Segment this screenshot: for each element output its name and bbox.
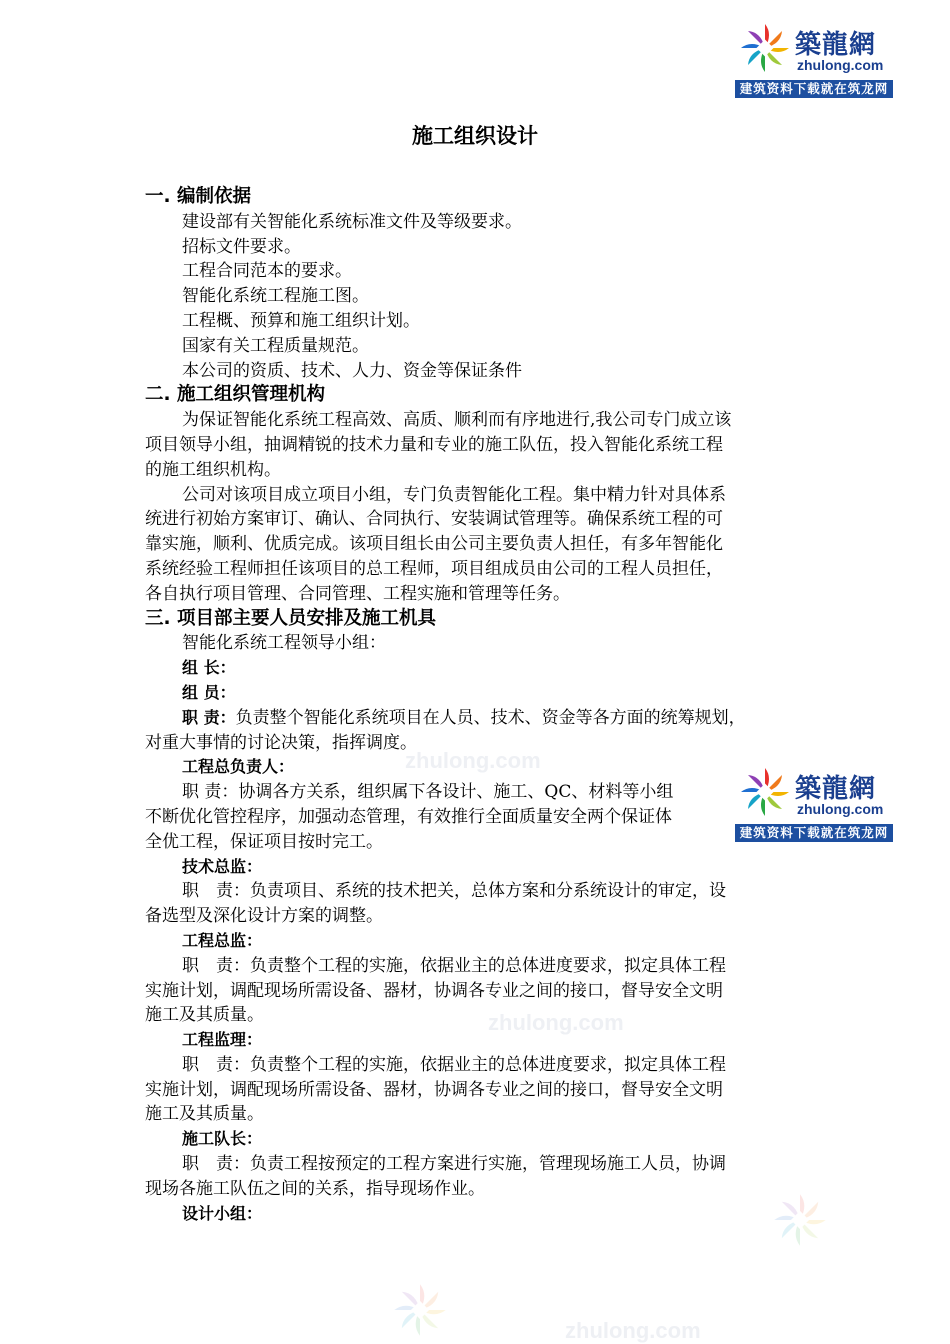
body-line: 职 责：协调各方关系，组织属下各设计、施工、QC、材料等小组: [182, 782, 674, 803]
zhulong-logo-2: [735, 762, 893, 842]
section-heading: 三. 项目部主要人员安排及施工机具: [145, 607, 436, 629]
body-line: 实施计划，调配现场所需设备、器材，协调各专业之间的接口，督导安全文明: [145, 980, 723, 1001]
role-heading: 组 员：: [182, 682, 236, 702]
body-line: [145, 706, 825, 731]
body-line: 职 责：负责整个工程的实施，依据业主的总体进度要求，拟定具体工程: [182, 955, 726, 976]
body-line: 本公司的资质、技术、人力、资金等保证条件: [182, 360, 522, 381]
logo-name: 築龍網: [795, 30, 877, 60]
role-heading: 工程总负责人：: [182, 757, 295, 777]
section-heading: 一. 编制依据: [145, 186, 251, 207]
body-line: 招标文件要求。: [182, 236, 301, 257]
body-line: 职 责：负责整个工程的实施，依据业主的总体进度要求，拟定具体工程: [182, 1054, 726, 1075]
role-heading: 组 长：: [182, 658, 236, 678]
section-heading: 二. 施工组织管理机构: [145, 384, 325, 406]
watermark-text: zhulong.com: [488, 1010, 624, 1035]
zhulong-flower-icon: [737, 764, 793, 820]
body-line: 职 责：负责工程按预定的工程方案进行实施，管理现场施工人员，协调: [182, 1154, 726, 1175]
body-line: 各自执行项目管理、合同管理、工程实施和管理等任务。: [145, 583, 570, 604]
document-title: 施工组织设计: [412, 124, 538, 148]
body-line: 为保证智能化系统工程高效、高质、顺利而有序地进行,我公司专门成立该: [182, 410, 732, 431]
body-line: 工程概、预算和施工组织计划。: [182, 310, 420, 331]
body-line: 国家有关工程质量规范。: [182, 335, 369, 356]
body-line: 现场各施工队伍之间的关系，指导现场作业。: [145, 1178, 485, 1199]
zhulong-logo: [735, 18, 893, 98]
logo-domain: zhulong.com: [797, 801, 884, 817]
body-line: 施工及其质量。: [145, 1104, 264, 1125]
inline-text: 负责整个智能化系统项目在人员、技术、资金等各方面的统筹规划，: [235, 707, 746, 728]
logo-tagline: 建筑资料下载就在筑龙网: [735, 80, 893, 98]
body-line: 实施计划，调配现场所需设备、器材，协调各专业之间的接口，督导安全文明: [145, 1079, 723, 1100]
body-line: 建设部有关智能化系统标准文件及等级要求。: [182, 211, 522, 232]
logo-name: 築龍網: [795, 774, 877, 804]
body-line: 智能化系统工程施工图。: [182, 286, 369, 307]
zhulong-flower-icon: [737, 20, 793, 76]
body-line: 工程合同范本的要求。: [182, 261, 352, 282]
body-line: 备选型及深化设计方案的调整。: [145, 906, 383, 927]
body-line: 公司对该项目成立项目小组，专门负责智能化工程。集中精力针对具体系: [182, 484, 726, 505]
role-heading: 设计小组：: [182, 1203, 263, 1223]
body-line: 对重大事情的讨论决策，指挥调度。: [145, 732, 417, 753]
body-line: 不断优化管控程序，加强动态管理，有效推行全面质量安全两个保证体: [145, 806, 672, 827]
logo-domain: zhulong.com: [797, 57, 884, 73]
role-heading: 技术总监：: [182, 856, 263, 876]
body-line: 的施工组织机构。: [145, 459, 281, 480]
body-line: 智能化系统工程领导小组：: [182, 633, 386, 654]
watermark-text: zhulong.com: [405, 748, 541, 773]
inline-label: 职 责：: [182, 707, 236, 727]
document-body: [145, 185, 825, 1226]
body-line: 统进行初始方案审订、确认、合同执行、安装调试管理等。确保系统工程的可: [145, 509, 723, 530]
body-line: 系统经验工程师担任该项目的总工程师，项目组成员由公司的工程人员担任，: [145, 558, 723, 579]
body-line: 全优工程，保证项目按时完工。: [145, 831, 383, 852]
watermark-flower-icon: [390, 1280, 450, 1340]
body-line: 职 责：负责项目、系统的技术把关，总体方案和分系统设计的审定，设: [182, 881, 726, 902]
logo-tagline: 建筑资料下载就在筑龙网: [735, 824, 893, 842]
role-heading: 工程监理：: [182, 1030, 263, 1050]
body-line: 靠实施，顺利、优质完成。该项目组长由公司主要负责人担任，有多年智能化: [145, 534, 723, 555]
role-heading: 工程总监：: [182, 930, 263, 950]
role-heading: 施工队长：: [182, 1129, 263, 1149]
body-line: 项目领导小组，抽调精锐的技术力量和专业的施工队伍，投入智能化系统工程: [145, 434, 723, 455]
watermark-text: zhulong.com: [565, 1318, 701, 1343]
body-line: 施工及其质量。: [145, 1005, 264, 1026]
